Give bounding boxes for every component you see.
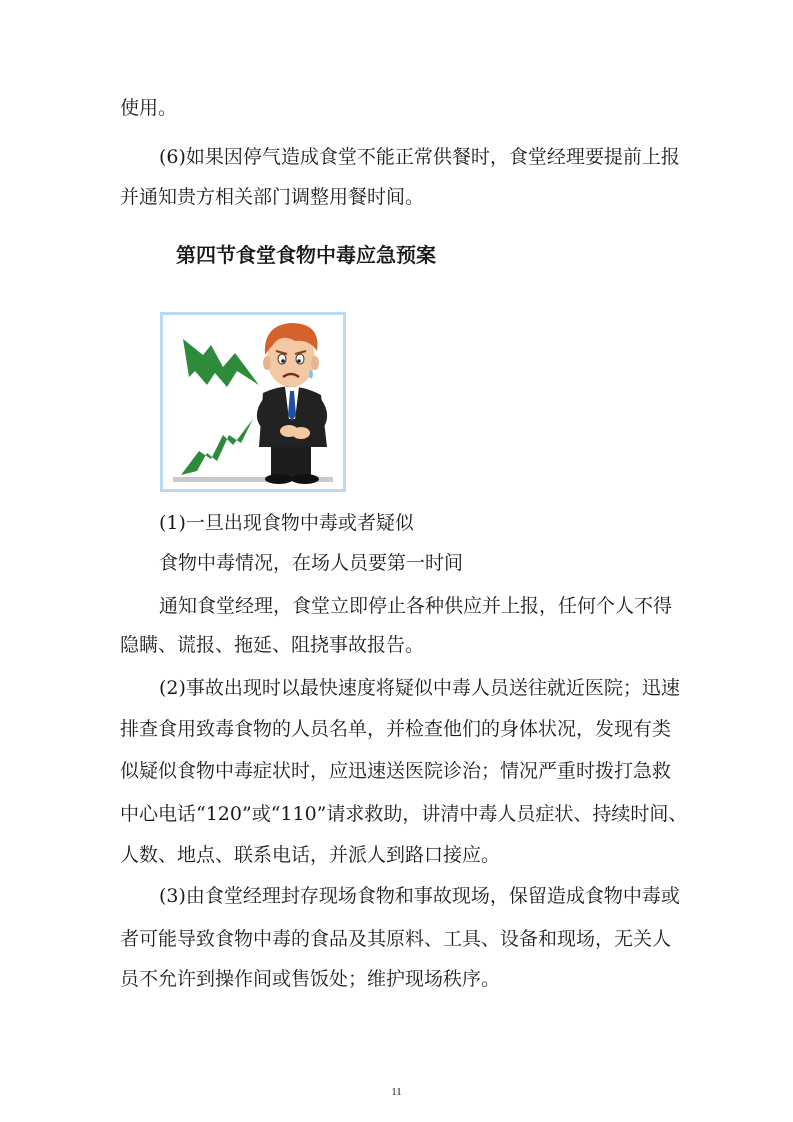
stomach-ache-man-icon <box>163 315 343 489</box>
paragraph-line: 员不允许到操作间或售饭处；维护现场秩序。 <box>120 968 501 990</box>
paragraph-line: (1)一旦出现食物中毒或者疑似 <box>159 512 414 534</box>
food-poisoning-illustration <box>160 312 346 492</box>
paragraph-line: 隐瞒、谎报、拖延、阻挠事故报告。 <box>120 634 425 656</box>
paragraph-line: 使用。 <box>120 97 178 119</box>
paragraph-line: 并通知贵方相关部门调整用餐时间。 <box>120 186 425 208</box>
paragraph-line: 中心电话“120”或“110”请求救助，讲清中毒人员症状、持续时间、 <box>120 803 688 825</box>
page-number: 11 <box>391 1086 402 1098</box>
paragraph-line: 通知食堂经理，食堂立即停止各种供应并上报，任何个人不得 <box>159 595 673 617</box>
section-title: 第四节食堂食物中毒应急预案 <box>176 243 436 267</box>
lightning-bolt-icon <box>183 339 259 387</box>
paragraph-line: 似疑似食物中毒症状时，应迅速送医院诊治；情况严重时拨打急救 <box>120 760 672 782</box>
paragraph-line: 人数、地点、联系电话，并派人到路口接应。 <box>120 844 501 866</box>
paragraph-line: (6)如果因停气造成食堂不能正常供餐时，食堂经理要提前上报 <box>159 146 680 168</box>
paragraph-line: 食物中毒情况，在场人员要第一时间 <box>159 552 464 574</box>
lightning-bolt-icon <box>181 419 253 475</box>
paragraph-line: (3)由食堂经理封存现场食物和事故现场，保留造成食物中毒或 <box>159 885 680 907</box>
paragraph-line: 者可能导致食物中毒的食品及其原料、工具、设备和现场，无关人 <box>120 928 672 950</box>
paragraph-line: (2)事故出现时以最快速度将疑似中毒人员送往就近医院；迅速 <box>159 677 680 699</box>
paragraph-line: 排查食用致毒食物的人员名单，并检查他们的身体状况，发现有类 <box>120 718 672 740</box>
